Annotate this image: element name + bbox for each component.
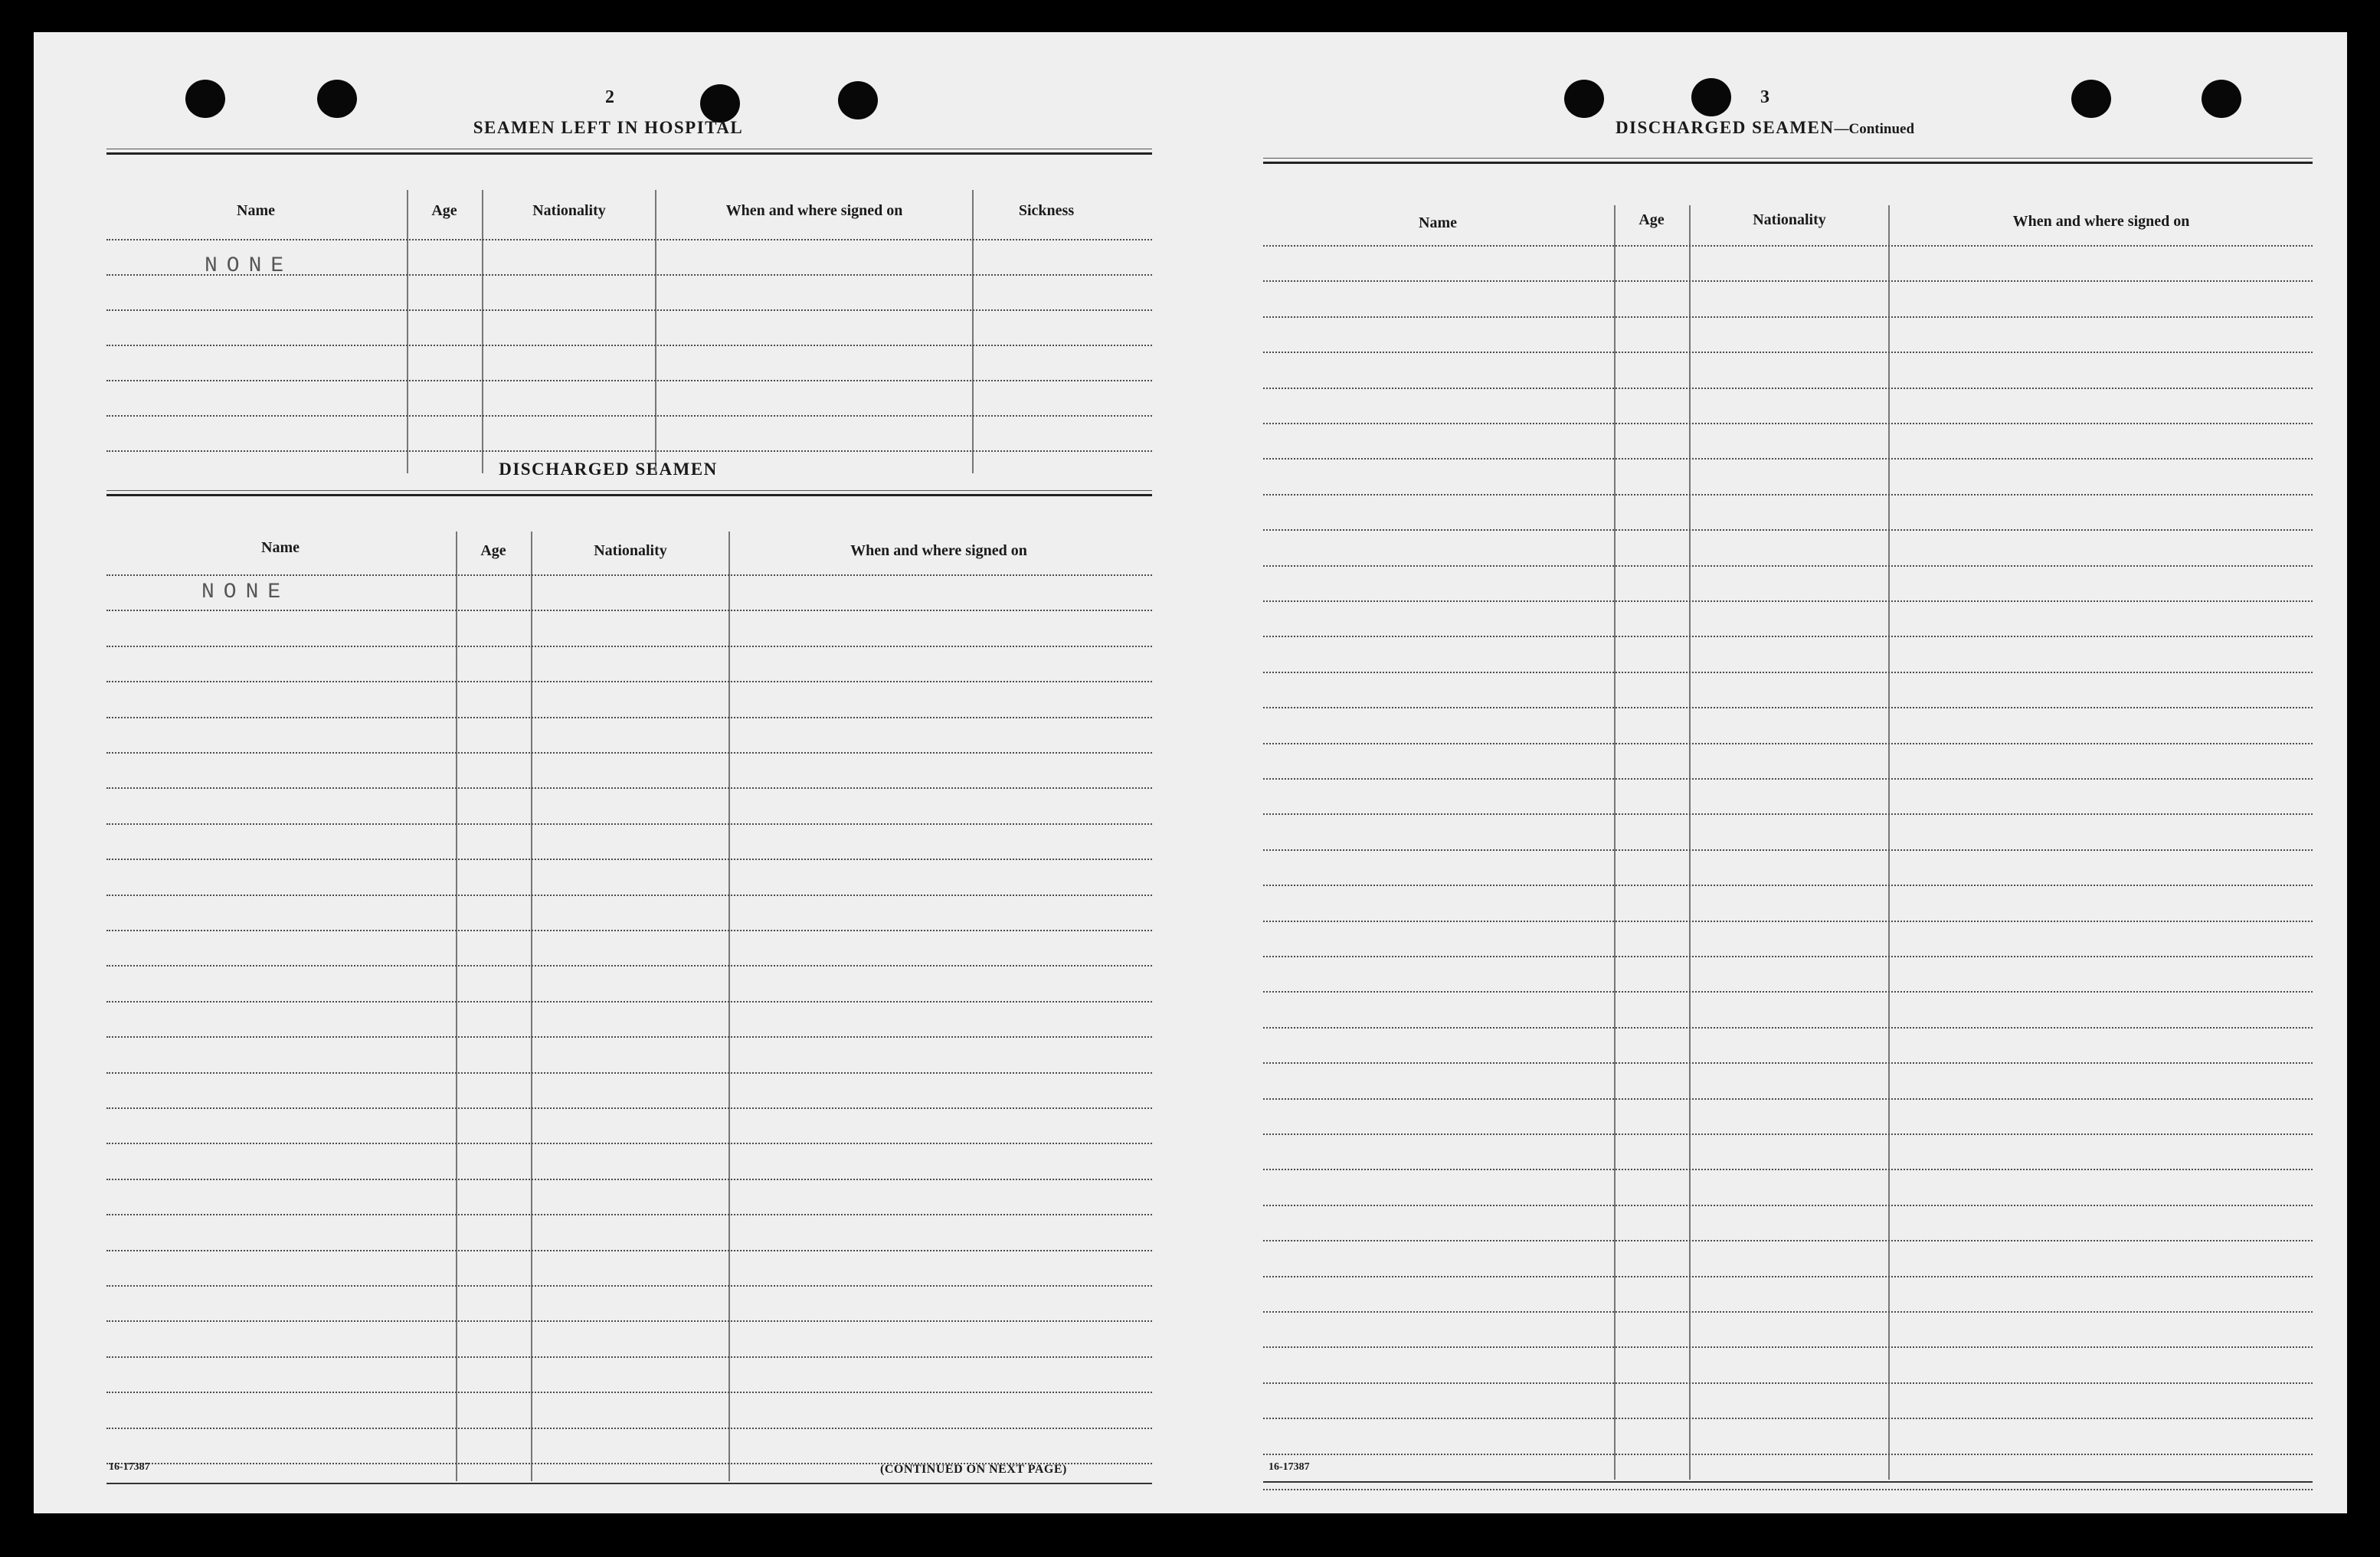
column-divider (482, 190, 483, 473)
column-divider (1614, 205, 1616, 1480)
table-row-line (1263, 672, 2313, 673)
table-row-line (106, 345, 1152, 346)
table-row-line (1263, 1098, 2313, 1100)
table-row-line (1263, 529, 2313, 531)
table-row-line (1263, 921, 2313, 922)
table-row-line (1263, 813, 2313, 815)
table-row-line (106, 646, 1152, 647)
table-row-line (1263, 388, 2313, 389)
table-row-line (106, 450, 1152, 452)
table-row-line (106, 415, 1152, 417)
table-row-line (106, 965, 1152, 967)
section-title-hospital: SEAMEN LEFT IN HOSPITAL (473, 118, 744, 137)
table-row-line (1263, 849, 2313, 851)
hospital-table (106, 159, 1152, 481)
table-row-line (106, 1036, 1152, 1038)
col-header-when-where: When and where signed on (725, 202, 903, 219)
page-number: 2 (605, 87, 614, 107)
section-title-suffix: —Continued (1834, 121, 1915, 137)
table-row-line (1263, 885, 2313, 886)
col-header-nationality: Nationality (1753, 211, 1826, 228)
table-row-line (106, 787, 1152, 789)
table-row-line (1263, 423, 2313, 424)
table-row-line (1263, 743, 2313, 744)
table-row-line (106, 610, 1152, 611)
table-row-line (106, 309, 1152, 311)
table-row-line (106, 239, 1152, 240)
table-row-line (106, 1179, 1152, 1180)
section-title-discharged: DISCHARGED SEAMEN (499, 460, 718, 479)
column-divider (456, 532, 457, 1481)
table-row-line (1263, 1027, 2313, 1029)
table-row-line (1263, 1346, 2313, 1348)
rule (106, 490, 1152, 491)
table-row-line (106, 1143, 1152, 1144)
rule (1263, 158, 2313, 159)
table-row-line (1263, 1169, 2313, 1170)
table-row-line (1263, 280, 2313, 282)
column-divider (655, 190, 656, 473)
column-divider (1888, 205, 1890, 1480)
table-row-line (1263, 1133, 2313, 1135)
section-title-discharged-continued (1573, 118, 1956, 138)
table-row-line (106, 1214, 1152, 1215)
table-row-line (1263, 778, 2313, 780)
col-header-when-where: When and where signed on (850, 542, 1027, 559)
table-row-line (1263, 1454, 2313, 1455)
column-divider (728, 532, 730, 1481)
table-bottom-rule (106, 1483, 1152, 1484)
table-row-line (106, 930, 1152, 931)
table-row-line (106, 1250, 1152, 1251)
continued-note: (CONTINUED ON NEXT PAGE) (880, 1463, 1067, 1476)
table-row-line (106, 1072, 1152, 1074)
table-row-line (106, 752, 1152, 754)
table-row-line (1263, 991, 2313, 993)
table-row-line (1263, 707, 2313, 708)
binder-hole (838, 81, 878, 119)
table-row-line (1263, 352, 2313, 353)
typed-entry: NONE (205, 254, 293, 278)
col-header-age: Age (1639, 211, 1665, 228)
column-divider (972, 190, 974, 473)
binder-hole (185, 80, 225, 118)
binder-hole (2202, 80, 2241, 118)
table-row-line (106, 1428, 1152, 1429)
table-row-line (106, 1001, 1152, 1003)
table-row-line (1263, 1418, 2313, 1419)
table-row-line (106, 1320, 1152, 1322)
table-row-line (106, 380, 1152, 381)
col-header-when-where: When and where signed on (2012, 213, 2190, 230)
table-row-line (1263, 1205, 2313, 1206)
binder-hole (317, 80, 357, 118)
table-row-line (1263, 494, 2313, 496)
table-row-line (106, 681, 1152, 682)
table-row-line (1263, 1382, 2313, 1384)
col-header-nationality: Nationality (594, 542, 667, 559)
discharged-continued-table (1263, 168, 2313, 1486)
table-row-line (1263, 600, 2313, 602)
table-row-line (1263, 1276, 2313, 1277)
column-divider (1689, 205, 1691, 1480)
table-row-line (106, 859, 1152, 860)
table-row-line (1263, 316, 2313, 318)
col-header-name: Name (237, 202, 275, 219)
typed-entry: NONE (201, 581, 290, 604)
binder-hole (1691, 78, 1731, 116)
binder-hole (2071, 80, 2111, 118)
col-header-age: Age (431, 202, 457, 219)
table-row-line (1263, 565, 2313, 567)
col-header-name: Name (261, 539, 300, 556)
table-row-line (106, 1392, 1152, 1393)
page-number: 3 (1760, 87, 1769, 107)
col-header-sickness: Sickness (1018, 202, 1075, 219)
table-row-line (106, 1356, 1152, 1358)
form-number: 16-17387 (1269, 1461, 1310, 1473)
ledger-paper (34, 32, 2347, 1513)
table-row-line (106, 1107, 1152, 1109)
table-bottom-rule (1263, 1481, 2313, 1483)
section-title-text: DISCHARGED SEAMEN (1615, 118, 1835, 137)
table-row-line (1263, 636, 2313, 637)
binder-hole (700, 84, 740, 123)
table-row-line (106, 1285, 1152, 1287)
col-header-name: Name (1419, 214, 1457, 231)
table-row-line (1263, 1311, 2313, 1313)
table-row-line (106, 823, 1152, 825)
table-row-line (1263, 956, 2313, 957)
table-row-line (106, 717, 1152, 718)
form-number: 16-17387 (109, 1461, 150, 1473)
table-row-line (1263, 1062, 2313, 1064)
table-row-line (106, 574, 1152, 576)
table-row-line (1263, 458, 2313, 460)
col-header-nationality: Nationality (532, 202, 606, 219)
discharged-table (106, 501, 1152, 1489)
column-divider (531, 532, 532, 1481)
table-row-line (1263, 1489, 2313, 1490)
binder-hole (1564, 80, 1604, 118)
table-row-line (1263, 1240, 2313, 1241)
table-row-line (1263, 245, 2313, 247)
table-row-line (106, 895, 1152, 896)
column-divider (407, 190, 408, 473)
col-header-age: Age (480, 542, 506, 559)
